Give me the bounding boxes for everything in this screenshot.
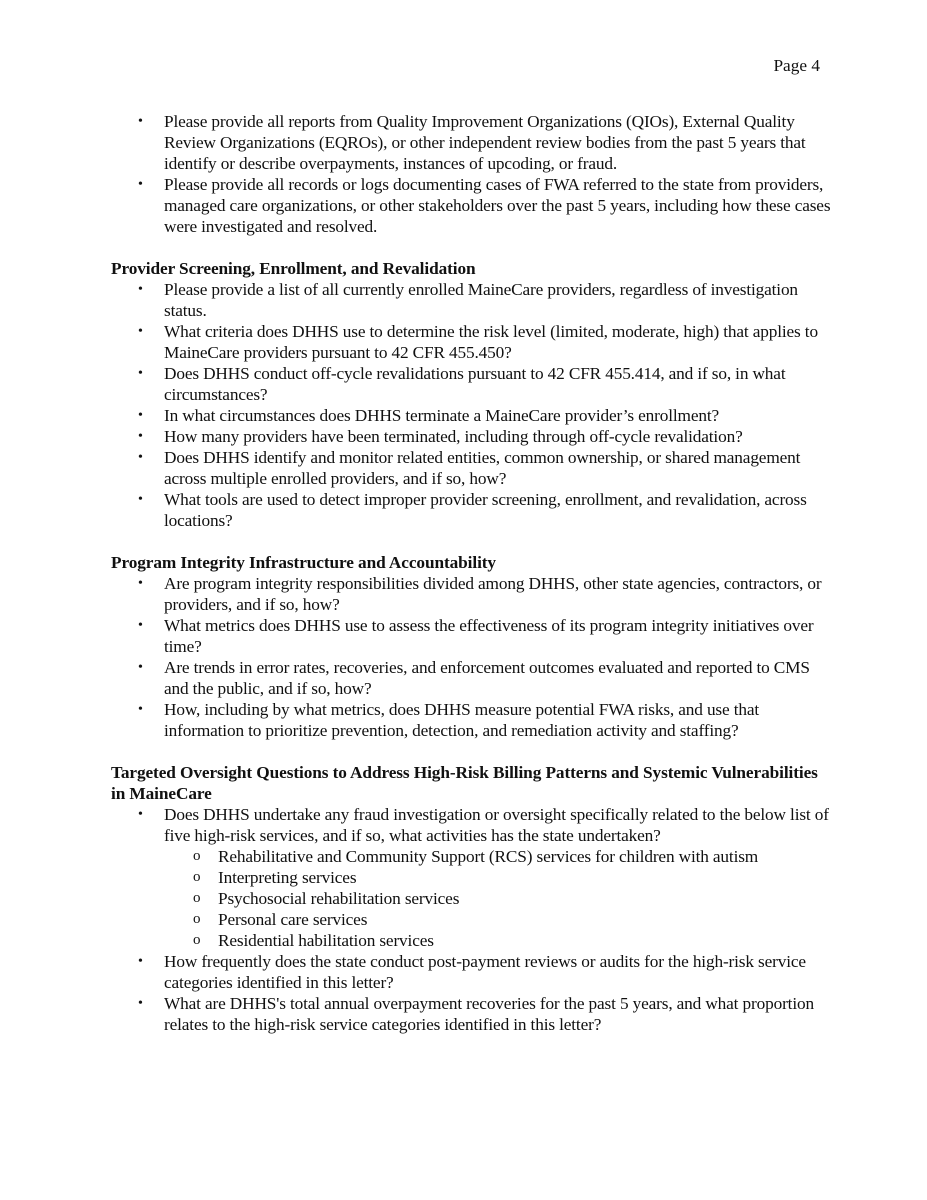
bullet-list <box>111 804 831 1035</box>
bullet-icon: • <box>138 618 143 633</box>
intro-bullet-list <box>111 111 831 237</box>
bullet-icon: • <box>138 492 143 507</box>
bullet-icon: • <box>138 177 143 192</box>
sub-list-item <box>164 867 831 888</box>
intro-section <box>111 111 831 237</box>
circle-bullet-icon: o <box>193 848 201 864</box>
bullet-text: Are program integrity responsibilities divided among DHHS, other state agencies, contractors, or providers, and if so, how? <box>164 574 822 614</box>
sub-list-item <box>164 930 831 951</box>
bullet-text: What tools are used to detect improper provider screening, enrollment, and revalidation, across locations? <box>164 490 807 530</box>
list-item <box>111 573 831 615</box>
sub-bullet-text: Psychosocial rehabilitation services <box>218 889 460 908</box>
sub-list-item <box>164 909 831 930</box>
bullet-text: Does DHHS identify and monitor related entities, common ownership, or shared management across multiple enrolled providers, and if so, how? <box>164 448 801 488</box>
bullet-text: Does DHHS conduct off-cycle revalidations pursuant to 42 CFR 455.414, and if so, in what circumstances? <box>164 364 786 404</box>
section-heading: Program Integrity Infrastructure and Accountability <box>111 553 496 572</box>
bullet-text: Please provide all records or logs documenting cases of FWA referred to the state from providers, managed care organizations, or other stakeholders over the past 5 years, including how these cases were investigated and resolved. <box>164 175 831 236</box>
document-body <box>111 111 831 1056</box>
list-item <box>111 804 831 951</box>
list-item <box>111 321 831 363</box>
bullet-list <box>111 279 831 531</box>
circle-bullet-icon: o <box>193 911 201 927</box>
list-item <box>111 363 831 405</box>
section-targeted-oversight <box>111 762 831 1035</box>
section-heading: Provider Screening, Enrollment, and Revalidation <box>111 259 476 278</box>
bullet-text: What metrics does DHHS use to assess the effectiveness of its program integrity initiatives over time? <box>164 616 814 656</box>
bullet-icon: • <box>138 660 143 675</box>
sub-bullet-text: Personal care services <box>218 910 368 929</box>
bullet-icon: • <box>138 807 143 822</box>
sub-bullet-text: Rehabilitative and Community Support (RCS) services for children with autism <box>218 847 759 866</box>
bullet-icon: • <box>138 996 143 1011</box>
bullet-text: Please provide all reports from Quality Improvement Organizations (QIOs), External Quality Review Organizations (EQROs), or other independent review bodies from the past 5 years that identify or describe overpayments, instances of upcoding, or fraud. <box>164 112 806 173</box>
section-program-integrity <box>111 552 831 741</box>
list-item <box>111 447 831 489</box>
bullet-icon: • <box>138 576 143 591</box>
bullet-text: Are trends in error rates, recoveries, and enforcement outcomes evaluated and reported to CMS and the public, and if so, how? <box>164 658 810 698</box>
bullet-text: How many providers have been terminated, including through off-cycle revalidation? <box>164 427 743 446</box>
list-item <box>111 405 831 426</box>
sub-list-item <box>164 846 831 867</box>
list-item <box>111 489 831 531</box>
bullet-icon: • <box>138 366 143 381</box>
bullet-icon: • <box>138 450 143 465</box>
section-provider-screening <box>111 258 831 531</box>
list-item <box>111 951 831 993</box>
bullet-text: Does DHHS undertake any fraud investigation or oversight specifically related to the below list of five high-risk services, and if so, what activities has the state undertaken? <box>164 805 829 845</box>
bullet-text: What are DHHS's total annual overpayment recoveries for the past 5 years, and what proportion relates to the high-risk service categories identified in this letter? <box>164 994 814 1034</box>
bullet-icon: • <box>138 114 143 129</box>
circle-bullet-icon: o <box>193 890 201 906</box>
bullet-icon: • <box>138 429 143 444</box>
list-item <box>111 615 831 657</box>
sub-bullet-text: Interpreting services <box>218 868 357 887</box>
page-number: Page 4 <box>773 56 820 75</box>
bullet-text: In what circumstances does DHHS terminate a MaineCare provider’s enrollment? <box>164 406 720 425</box>
bullet-icon: • <box>138 324 143 339</box>
bullet-icon: • <box>138 408 143 423</box>
list-item <box>111 111 831 174</box>
circle-bullet-icon: o <box>193 932 201 948</box>
sub-list-item <box>164 888 831 909</box>
bullet-text: How, including by what metrics, does DHHS measure potential FWA risks, and use that information to prioritize prevention, detection, and remediation activity and staffing? <box>164 700 760 740</box>
bullet-icon: • <box>138 282 143 297</box>
list-item <box>111 699 831 741</box>
bullet-text: What criteria does DHHS use to determine the risk level (limited, moderate, high) that applies to MaineCare providers pursuant to 42 CFR 455.450? <box>164 322 818 362</box>
list-item <box>111 174 831 237</box>
circle-bullet-icon: o <box>193 869 201 885</box>
bullet-text: How frequently does the state conduct post-payment reviews or audits for the high-risk service categories identified in this letter? <box>164 952 806 992</box>
sub-bullet-text: Residential habilitation services <box>218 931 434 950</box>
list-item <box>111 993 831 1035</box>
list-item <box>111 426 831 447</box>
list-item <box>111 279 831 321</box>
bullet-icon: • <box>138 702 143 717</box>
section-heading: Targeted Oversight Questions to Address High-Risk Billing Patterns and Systemic Vulnerabilities in MaineCare <box>111 763 818 803</box>
list-item <box>111 657 831 699</box>
bullet-text: Please provide a list of all currently enrolled MaineCare providers, regardless of investigation status. <box>164 280 798 320</box>
bullet-icon: • <box>138 954 143 969</box>
high-risk-services-list <box>164 846 831 951</box>
bullet-list <box>111 573 831 741</box>
